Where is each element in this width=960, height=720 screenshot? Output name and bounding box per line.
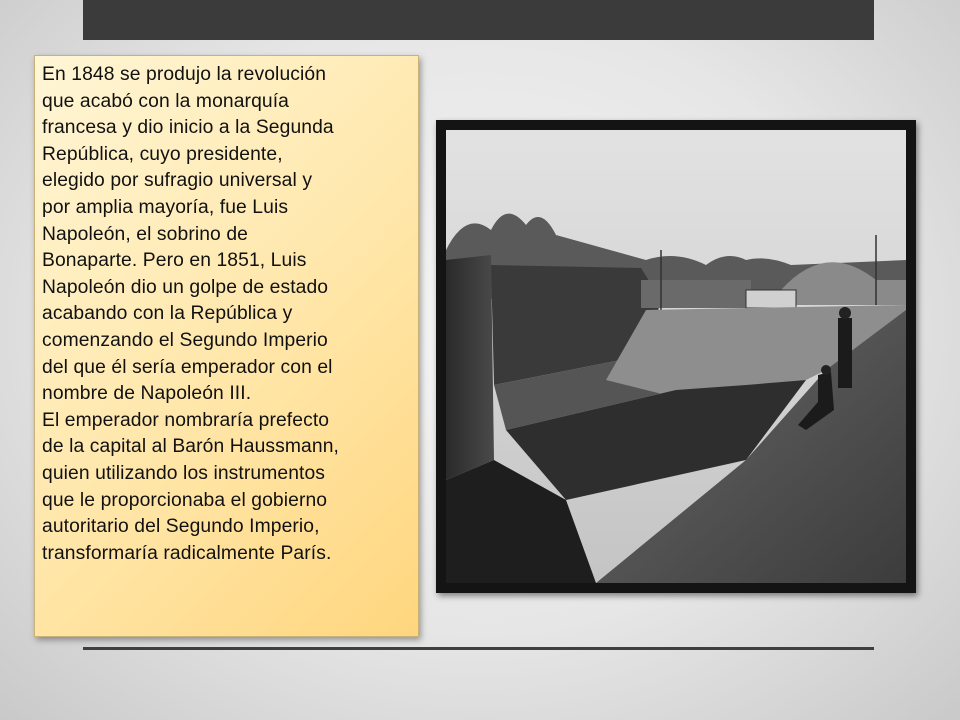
historical-photo	[446, 130, 906, 583]
top-header-bar	[83, 0, 874, 40]
historical-photo-frame	[436, 120, 916, 593]
barracks	[641, 280, 751, 308]
tram	[746, 290, 796, 308]
bottom-divider	[83, 647, 874, 650]
text-box	[34, 55, 419, 637]
paragraph-revolution: En 1848 se produjo la revolución que acabó con la monarquía francesa y dio inicio a la Segunda República, cuyo presidente, elegido por sufragio universal y por amplia mayoría, fue Luis Napoleón, el sobrino de Bonaparte. Pero en 1851, Luis Napoleón dio un golpe de estado acabando con la República y comenzando el Segundo Imperio del que él sería emperador con el nombre de Napoleón III.	[42, 64, 334, 405]
paragraph-haussmann: El emperador nombraría prefecto de la capital al Barón Haussmann, quien utilizando los instrumentos que le proporcionaba el gobierno autoritario del Segundo Imperio, transformaría radicalmente París.	[42, 409, 339, 564]
standing-man	[838, 318, 852, 388]
fortress-wall	[446, 255, 494, 480]
